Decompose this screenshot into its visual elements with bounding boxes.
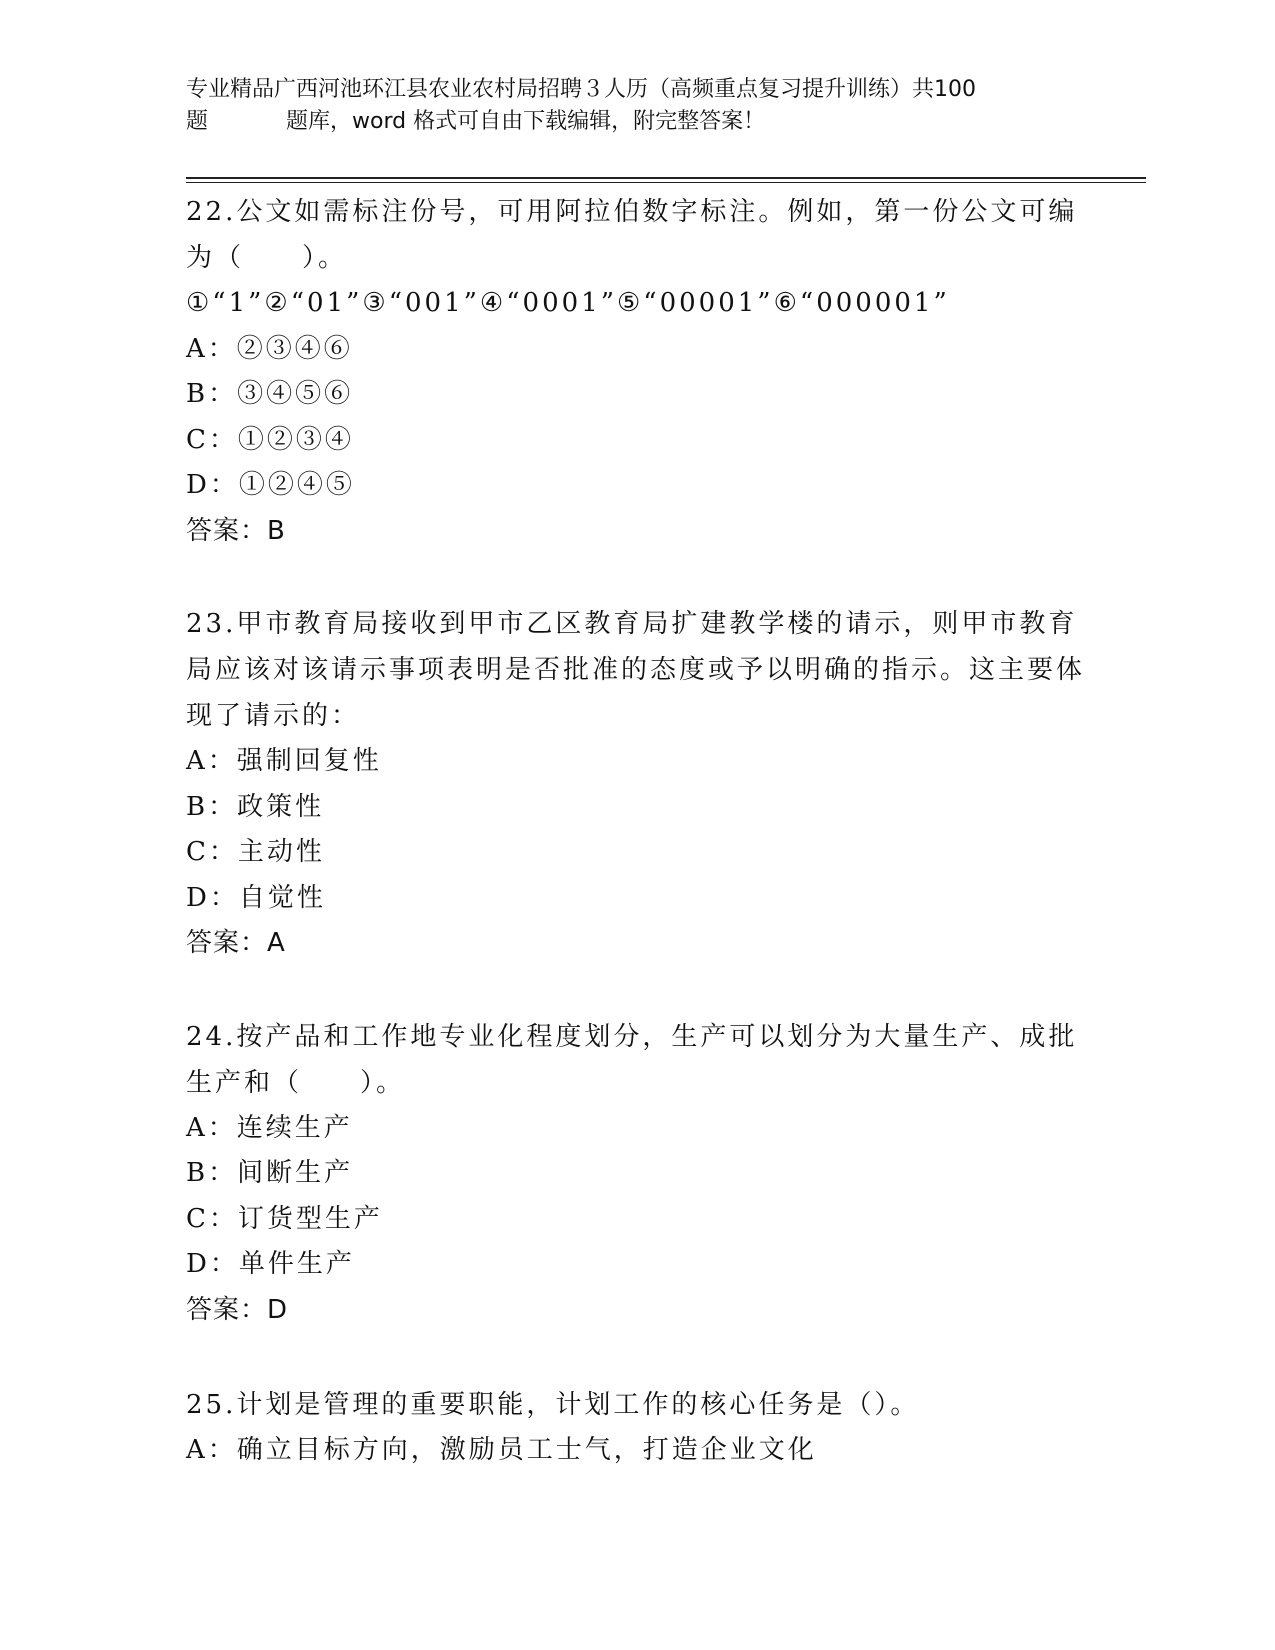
header-title-line: 专业精品广西河池环江县农业农村局招聘３人历（高频重点复习提升训练）共100 — [186, 77, 976, 102]
question-25 — [186, 1382, 1086, 1474]
question-spacer — [186, 967, 1086, 1014]
document-header — [186, 74, 1086, 138]
header-divider-thick — [186, 177, 1146, 179]
option-c: C：①②③④ — [186, 424, 354, 455]
question-24 — [186, 1014, 1086, 1334]
answer-line: 答案：D — [186, 1294, 289, 1325]
option-d: D：单件生产 — [186, 1249, 355, 1279]
option-c: C：主动性 — [186, 837, 325, 867]
option-d: D：①②④⑤ — [186, 470, 355, 500]
header-subtitle-left: 题 — [186, 109, 209, 134]
question-22 — [186, 189, 1086, 554]
question-list — [186, 189, 1086, 1474]
option-d: D：自觉性 — [186, 882, 326, 913]
option-b: B：政策性 — [186, 791, 325, 822]
question-text: 23.甲市教育局接收到甲市乙区教育局扩建教学楼的请示，则甲市教育局应该对该请示事项表明是否批准的态度或予以明确的指示。这主要体现了请示的： — [186, 609, 1086, 731]
option-a: A：连续生产 — [186, 1112, 353, 1143]
question-text: 22.公文如需标注份号，可用阿拉伯数字标注。例如，第一份公文可编为（ ）。 — [186, 197, 1078, 273]
header-subtitle-right: 题库，word 格式可自由下载编辑，附完整答案！ — [286, 109, 766, 134]
option-a: A：确立目标方向，激励员工士气，打造企业文化 — [186, 1435, 817, 1465]
option-a: A：②③④⑥ — [186, 333, 353, 364]
question-text: 25.计划是管理的重要职能，计划工作的核心任务是（）。 — [186, 1390, 920, 1420]
question-spacer — [186, 1333, 1086, 1382]
question-extra-line: ①“1”②“01”③“001”④“0001”⑤“00001”⑥“000001” — [186, 288, 950, 318]
answer-line: 答案：B — [186, 515, 286, 546]
option-b: B：间断生产 — [186, 1158, 354, 1188]
option-a: A：强制回复性 — [186, 746, 382, 776]
header-subtitle-line — [186, 106, 1086, 138]
question-spacer — [186, 554, 1086, 601]
question-23 — [186, 601, 1086, 967]
question-text: 24.按产品和工作地专业化程度划分，生产可以划分为大量生产、成批生产和（ ）。 — [186, 1021, 1078, 1098]
answer-line: 答案：A — [186, 928, 286, 958]
option-c: C：订货型生产 — [186, 1203, 383, 1234]
option-b: B：③④⑤⑥ — [186, 379, 354, 409]
header-divider-thin — [186, 182, 1146, 183]
